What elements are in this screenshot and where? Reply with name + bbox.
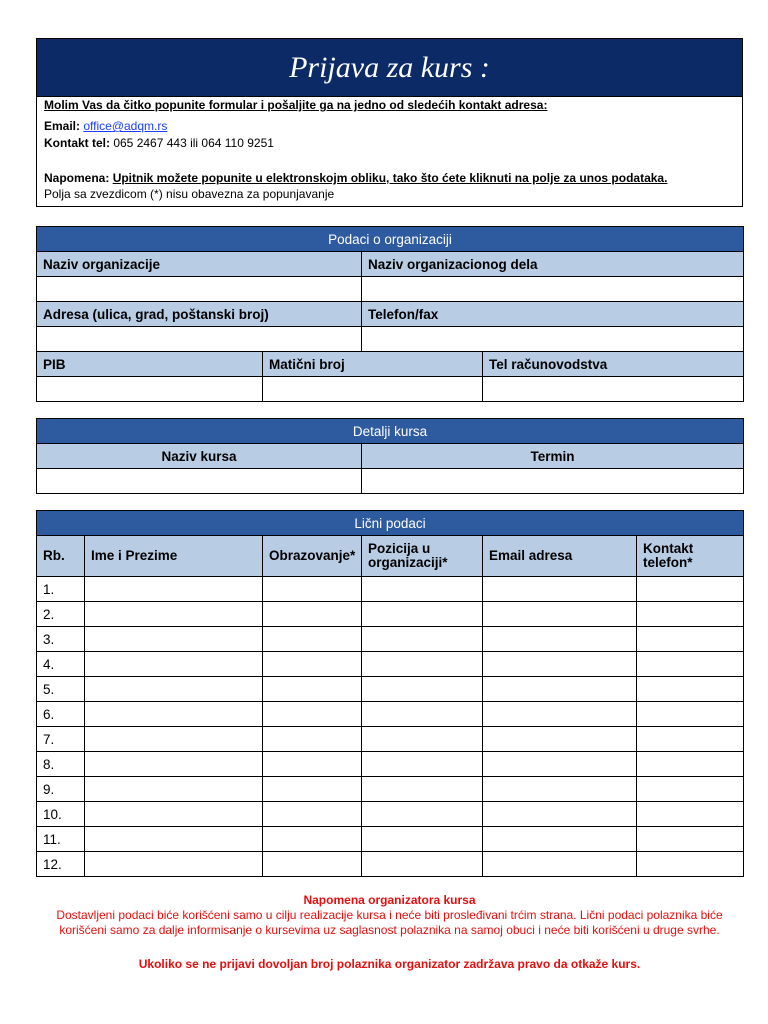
table-row xyxy=(37,852,744,877)
table-row xyxy=(37,802,744,827)
name-field[interactable] xyxy=(85,702,263,727)
pib-label: PIB xyxy=(37,352,263,377)
org-name-label: Naziv organizacije xyxy=(37,252,362,277)
email-field[interactable] xyxy=(483,677,637,702)
education-field[interactable] xyxy=(263,577,362,602)
org-name-field[interactable] xyxy=(37,277,362,302)
email-field[interactable] xyxy=(483,577,637,602)
footer-warning: Ukoliko se ne prijavi dovoljan broj polaznika organizator zadržava pravo da otkaže kurs. xyxy=(138,957,641,971)
col-header-position: Pozicija u organizaciji* xyxy=(362,536,483,577)
course-name-field[interactable] xyxy=(37,469,362,494)
footer-body: Dostavljeni podaci biće korišćeni samo u cilju realizacije kursa i neće biti prosleđivani trćim strana. Lični podaci polaznika biće korišćeni samo za dalje informisanje o kursevima uz saglasnost polaznika na samoj obuci i neće biti korišćeni u druge svrhe. xyxy=(56,908,723,937)
row-number: 11. xyxy=(37,827,85,852)
row-number: 6. xyxy=(37,702,85,727)
name-field[interactable] xyxy=(85,752,263,777)
col-header-rb: Rb. xyxy=(37,536,85,577)
table-row xyxy=(37,602,744,627)
position-field[interactable] xyxy=(362,802,483,827)
name-field[interactable] xyxy=(85,802,263,827)
table-row xyxy=(37,577,744,602)
course-section-title: Detalji kursa xyxy=(37,419,744,444)
email-link[interactable]: office@adqm.rs xyxy=(83,119,168,133)
email-field[interactable] xyxy=(483,652,637,677)
phone-label: Telefon/fax xyxy=(362,302,744,327)
row-number: 9. xyxy=(37,777,85,802)
position-field[interactable] xyxy=(362,702,483,727)
name-field[interactable] xyxy=(85,827,263,852)
name-field[interactable] xyxy=(85,677,263,702)
phone-field[interactable] xyxy=(637,602,744,627)
table-row xyxy=(37,652,744,677)
course-name-label: Naziv kursa xyxy=(37,444,362,469)
education-field[interactable] xyxy=(263,602,362,627)
name-field[interactable] xyxy=(85,852,263,877)
phone-field[interactable] xyxy=(637,577,744,602)
education-field[interactable] xyxy=(263,627,362,652)
reg-number-field[interactable] xyxy=(263,377,483,402)
term-field[interactable] xyxy=(362,469,744,494)
required-note: Polja sa zvezdicom (*) nisu obavezna za popunjavanje xyxy=(44,187,335,201)
email-field[interactable] xyxy=(483,727,637,752)
phone-field[interactable] xyxy=(637,777,744,802)
footer-title: Napomena organizatora kursa xyxy=(303,893,476,907)
phone-field[interactable] xyxy=(637,727,744,752)
contact-value: 065 2467 443 ili 064 110 9251 xyxy=(110,136,274,150)
education-field[interactable] xyxy=(263,677,362,702)
position-field[interactable] xyxy=(362,777,483,802)
col-header-education: Obrazovanje* xyxy=(263,536,362,577)
contact-line xyxy=(44,136,274,150)
phone-field[interactable] xyxy=(637,802,744,827)
row-number: 7. xyxy=(37,727,85,752)
education-field[interactable] xyxy=(263,727,362,752)
name-field[interactable] xyxy=(85,602,263,627)
education-field[interactable] xyxy=(263,752,362,777)
row-number: 10. xyxy=(37,802,85,827)
table-row xyxy=(37,827,744,852)
email-field[interactable] xyxy=(483,852,637,877)
row-number: 4. xyxy=(37,652,85,677)
note-text: Upitnik možete popunite u elektronskojm obliku, tako što ćete kliknuti na polje za unos podataka. xyxy=(112,171,668,185)
education-field[interactable] xyxy=(263,702,362,727)
education-field[interactable] xyxy=(263,802,362,827)
table-row xyxy=(37,727,744,752)
email-label: Email: xyxy=(44,119,81,133)
page-title: Prijava za kurs : xyxy=(289,50,490,84)
position-field[interactable] xyxy=(362,602,483,627)
phone-field[interactable] xyxy=(637,752,744,777)
row-number: 3. xyxy=(37,627,85,652)
table-row xyxy=(37,677,744,702)
org-unit-label: Naziv organizacionog dela xyxy=(362,252,744,277)
organization-table xyxy=(36,226,744,402)
intro-text: Molim Vas da čitko popunite formular i pošaljite ga na jedno od sledećih kontakt adresa: xyxy=(44,98,548,112)
personal-table xyxy=(36,510,744,877)
org-unit-field[interactable] xyxy=(362,277,744,302)
email-field[interactable] xyxy=(483,752,637,777)
address-label: Adresa (ulica, grad, poštanski broj) xyxy=(37,302,362,327)
note-line xyxy=(44,171,667,185)
name-field[interactable] xyxy=(85,577,263,602)
education-field[interactable] xyxy=(263,852,362,877)
contact-label: Kontakt tel: xyxy=(44,136,110,150)
name-field[interactable] xyxy=(85,627,263,652)
position-field[interactable] xyxy=(362,627,483,652)
education-field[interactable] xyxy=(263,652,362,677)
email-field[interactable] xyxy=(483,777,637,802)
row-number: 8. xyxy=(37,752,85,777)
position-field[interactable] xyxy=(362,677,483,702)
position-field[interactable] xyxy=(362,577,483,602)
email-field[interactable] xyxy=(483,702,637,727)
email-field[interactable] xyxy=(483,827,637,852)
row-number: 5. xyxy=(37,677,85,702)
accounting-phone-label: Tel računovodstva xyxy=(483,352,744,377)
table-row xyxy=(37,777,744,802)
note-label: Napomena: xyxy=(44,171,110,185)
education-field[interactable] xyxy=(263,777,362,802)
position-field[interactable] xyxy=(362,852,483,877)
col-header-phone: Kontakt telefon* xyxy=(637,536,744,577)
education-field[interactable] xyxy=(263,827,362,852)
table-row xyxy=(37,627,744,652)
position-field[interactable] xyxy=(362,752,483,777)
row-number: 2. xyxy=(37,602,85,627)
address-field[interactable] xyxy=(37,327,362,352)
organization-section-title: Podaci o organizaciji xyxy=(37,227,744,252)
email-field[interactable] xyxy=(483,627,637,652)
position-field[interactable] xyxy=(362,827,483,852)
phone-field[interactable] xyxy=(637,852,744,877)
course-table xyxy=(36,418,744,494)
phone-field[interactable] xyxy=(637,627,744,652)
col-header-email: Email adresa xyxy=(483,536,637,577)
name-field[interactable] xyxy=(85,652,263,677)
person-rows xyxy=(37,577,744,877)
phone-field[interactable] xyxy=(637,652,744,677)
table-row xyxy=(37,702,744,727)
form-header xyxy=(36,38,743,207)
email-field[interactable] xyxy=(483,802,637,827)
phone-field[interactable] xyxy=(637,702,744,727)
phone-field[interactable] xyxy=(362,327,744,352)
position-field[interactable] xyxy=(362,727,483,752)
pib-field[interactable] xyxy=(37,377,263,402)
accounting-phone-field[interactable] xyxy=(483,377,744,402)
title-bar xyxy=(37,39,742,97)
personal-section-title: Lični podaci xyxy=(37,511,744,536)
row-number: 12. xyxy=(37,852,85,877)
term-label: Termin xyxy=(362,444,744,469)
phone-field[interactable] xyxy=(637,827,744,852)
name-field[interactable] xyxy=(85,727,263,752)
email-field[interactable] xyxy=(483,602,637,627)
reg-number-label: Matični broj xyxy=(263,352,483,377)
row-number: 1. xyxy=(37,577,85,602)
col-header-name: Ime i Prezime xyxy=(85,536,263,577)
position-field[interactable] xyxy=(362,652,483,677)
table-row xyxy=(37,752,744,777)
phone-field[interactable] xyxy=(637,677,744,702)
name-field[interactable] xyxy=(85,777,263,802)
email-line xyxy=(44,119,167,133)
